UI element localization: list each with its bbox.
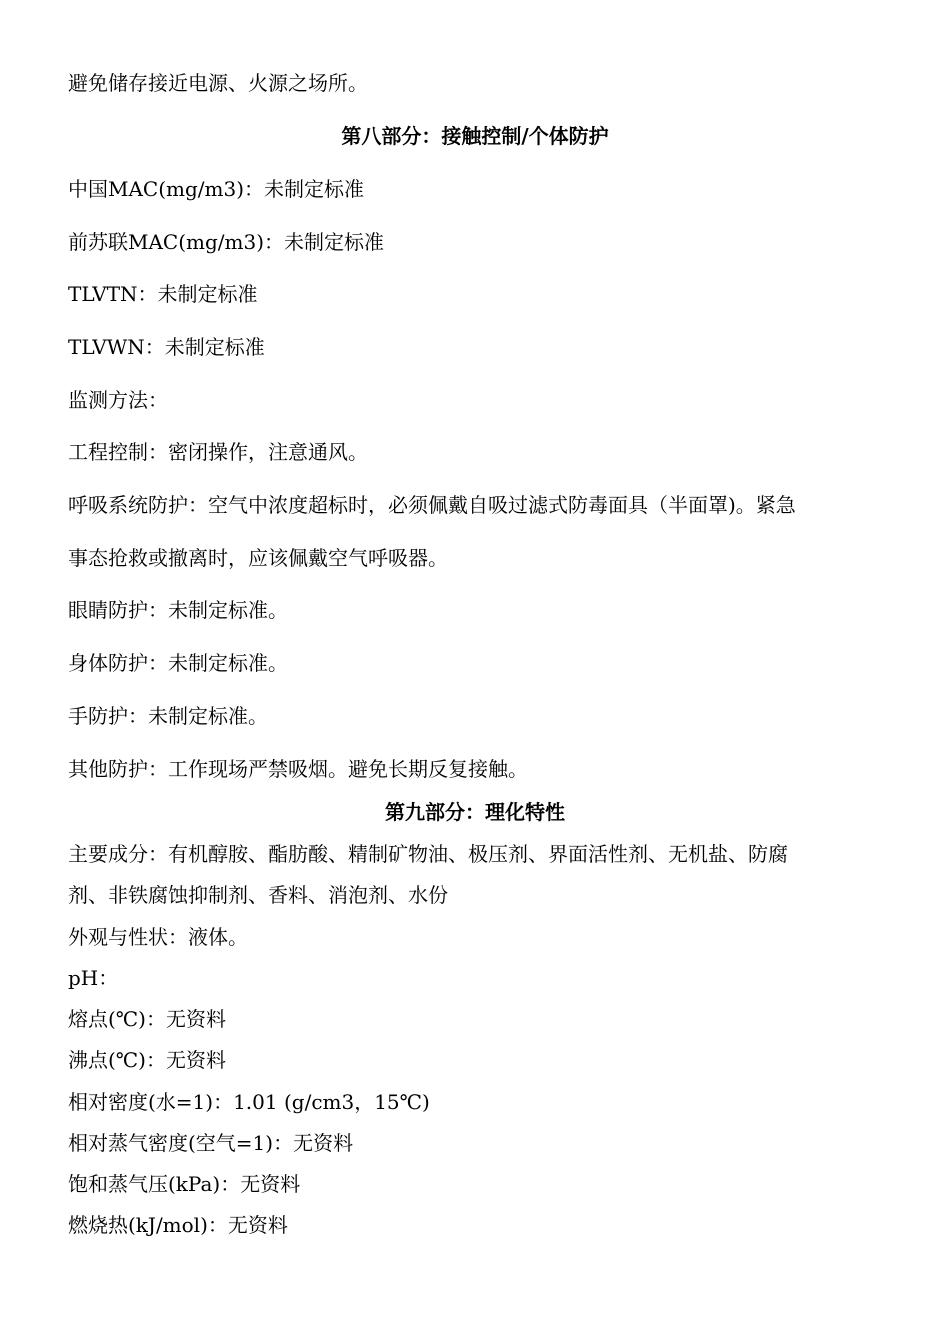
section-8-heading: 第八部分：接触控制/个体防护 bbox=[341, 124, 609, 148]
respiratory-protection-line: 呼吸系统防护：空气中浓度超标时，必须佩戴自吸过滤式防毒面具（半面罩)。紧急 bbox=[68, 493, 796, 517]
respiratory-protection-line-cont: 事态抢救或撤离时，应该佩戴空气呼吸器。 bbox=[68, 546, 448, 570]
section-9-heading: 第九部分：理化特性 bbox=[385, 800, 565, 824]
other-protection-line: 其他防护：工作现场严禁吸烟。避免长期反复接触。 bbox=[68, 757, 528, 781]
vapor-pressure-line: 饱和蒸气压(kPa)：无资料 bbox=[68, 1172, 301, 1196]
ussr-mac-line: 前苏联MAC(mg/m3)：未制定标准 bbox=[68, 230, 385, 254]
hand-protection-line: 手防护：未制定标准。 bbox=[68, 704, 268, 728]
ph-line: pH： bbox=[68, 966, 119, 990]
main-components-line-cont: 剂、非铁腐蚀抑制剂、香料、消泡剂、水份 bbox=[68, 883, 448, 907]
engineering-control-line: 工程控制：密闭操作，注意通风。 bbox=[68, 440, 368, 464]
melting-point-line: 熔点(℃)：无资料 bbox=[68, 1007, 226, 1031]
boiling-point-line: 沸点(℃)：无资料 bbox=[68, 1048, 226, 1072]
monitoring-method-line: 监测方法： bbox=[68, 388, 168, 412]
storage-text-line: 避免储存接近电源、火源之场所。 bbox=[68, 71, 368, 95]
china-mac-line: 中国MAC(mg/m3)：未制定标准 bbox=[68, 177, 365, 201]
relative-vapor-density-line: 相对蒸气密度(空气=1)：无资料 bbox=[68, 1131, 354, 1155]
eye-protection-line: 眼睛防护：未制定标准。 bbox=[68, 598, 288, 622]
combustion-heat-line: 燃烧热(kJ/mol)：无资料 bbox=[68, 1213, 288, 1237]
tlvwn-line: TLVWN：未制定标准 bbox=[68, 335, 265, 359]
appearance-line: 外观与性状：液体。 bbox=[68, 925, 248, 949]
relative-density-line: 相对密度(水=1)：1.01 (g/cm3，15℃) bbox=[68, 1090, 430, 1114]
tlvtn-line: TLVTN：未制定标准 bbox=[68, 282, 258, 306]
body-protection-line: 身体防护：未制定标准。 bbox=[68, 651, 288, 675]
main-components-line: 主要成分：有机醇胺、酯肪酸、精制矿物油、极压剂、界面活性剂、无机盐、防腐 bbox=[68, 842, 788, 866]
